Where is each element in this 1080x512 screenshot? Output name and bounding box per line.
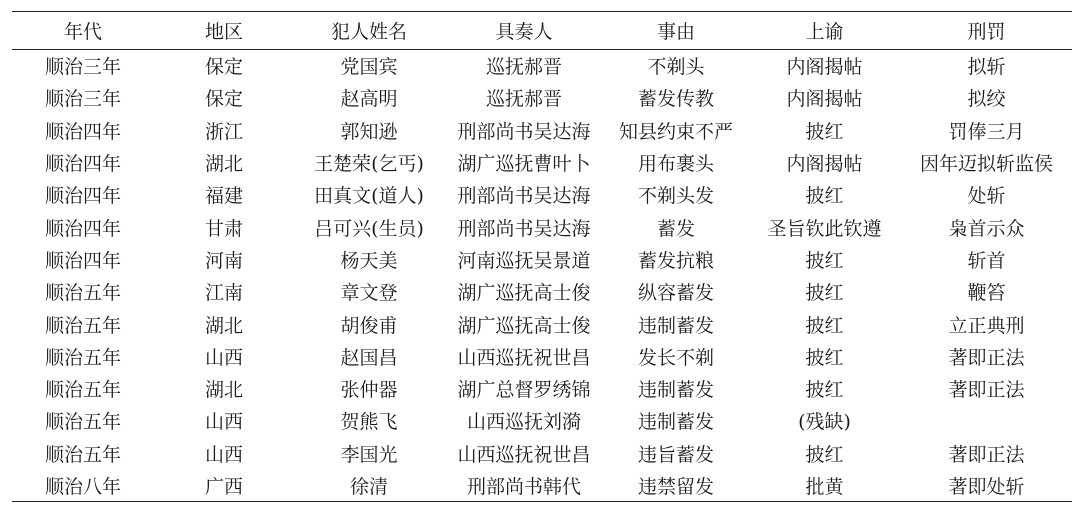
cell-memorialist: 河南巡抚吴景道	[457, 249, 591, 272]
cell-edict: 圣旨钦此钦遵	[767, 217, 882, 240]
cell-year: 顺治四年	[44, 185, 121, 208]
cell-punishment: 立正典刑	[948, 314, 1025, 337]
cell-punishment: 著即正法	[948, 346, 1025, 369]
cell-year: 顺治四年	[44, 153, 121, 176]
cell-year: 顺治四年	[44, 249, 121, 272]
cell-region: 山西	[204, 443, 243, 466]
table-row	[12, 437, 1072, 469]
cell-year: 顺治五年	[44, 346, 121, 369]
table-header-row	[12, 12, 1072, 50]
cell-cause: 违禁留发	[637, 475, 714, 498]
cell-year: 顺治五年	[44, 282, 121, 305]
cell-region: 广西	[204, 475, 243, 498]
cell-region: 河南	[204, 249, 243, 272]
cell-edict: 披红	[805, 120, 844, 143]
table-row	[12, 50, 1072, 82]
cell-memorialist: 湖广巡抚高士俊	[457, 282, 591, 305]
cell-year: 顺治五年	[44, 443, 121, 466]
cell-edict: 披红	[805, 443, 844, 466]
header-edict: 上谕	[805, 21, 844, 43]
cell-cause: 蓄发抗粮	[637, 249, 714, 272]
cell-cause: 知县约束不严	[618, 120, 733, 143]
cell-edict: 披红	[805, 185, 844, 208]
cell-edict: 披红	[805, 314, 844, 337]
cell-memorialist: 湖广巡抚曹叶卜	[457, 153, 591, 176]
table-row	[12, 469, 1072, 501]
cell-edict: 披红	[805, 282, 844, 305]
cell-memorialist: 巡抚郝晋	[485, 56, 562, 79]
header-cause: 事由	[656, 21, 695, 43]
cell-offender-name: 胡俊甫	[340, 314, 398, 337]
cell-offender-name: 杨天美	[340, 249, 398, 272]
table-row	[12, 372, 1072, 404]
table-row	[12, 308, 1072, 340]
cell-punishment	[901, 405, 1072, 437]
cell-region: 保定	[204, 88, 243, 111]
cell-offender-name: 田真文(道人)	[314, 185, 424, 208]
cell-memorialist: 湖广总督罗绣锦	[457, 379, 591, 402]
cell-year: 顺治三年	[44, 56, 121, 79]
cell-punishment: 著即处斩	[948, 475, 1025, 498]
cell-cause: 发长不剃	[637, 346, 714, 369]
cell-memorialist: 刑部尚书韩代	[466, 475, 581, 498]
cell-offender-name: 赵高明	[340, 88, 398, 111]
cell-region: 山西	[204, 411, 243, 434]
cell-punishment: 枭首示众	[948, 217, 1025, 240]
cell-punishment: 著即正法	[948, 379, 1025, 402]
cell-year: 顺治八年	[44, 475, 121, 498]
cell-region: 甘肃	[204, 217, 243, 240]
cell-region: 山西	[204, 346, 243, 369]
cell-region: 湖北	[204, 153, 243, 176]
cell-memorialist: 山西巡抚祝世昌	[457, 443, 591, 466]
cell-region: 保定	[204, 56, 243, 79]
cell-punishment: 斩首	[967, 249, 1006, 272]
header-punishment: 刑罚	[967, 21, 1006, 43]
cell-punishment: 鞭笞	[967, 282, 1006, 305]
cell-punishment: 拟绞	[967, 88, 1006, 111]
cell-offender-name: 章文登	[340, 282, 398, 305]
cell-edict: 内阁揭帖	[786, 88, 863, 111]
cell-offender-name: 赵国昌	[340, 346, 398, 369]
cell-cause: 不剃头	[647, 56, 705, 79]
table-row	[12, 211, 1072, 243]
cell-cause: 违制蓄发	[637, 314, 714, 337]
cell-memorialist: 巡抚郝晋	[485, 88, 562, 111]
cell-offender-name: 党国宾	[340, 56, 398, 79]
cell-cause: 违旨蓄发	[637, 443, 714, 466]
cell-edict: 披红	[805, 249, 844, 272]
cell-cause: 纵容蓄发	[637, 282, 714, 305]
cell-memorialist: 刑部尚书吴达海	[457, 217, 591, 240]
cell-year: 顺治三年	[44, 88, 121, 111]
cell-cause: 蓄发	[656, 217, 695, 240]
cell-year: 顺治四年	[44, 217, 121, 240]
cell-offender-name: 李国光	[340, 443, 398, 466]
cell-cause: 用布裹头	[637, 153, 714, 176]
header-year: 年代	[63, 21, 102, 43]
cell-cause: 违制蓄发	[637, 411, 714, 434]
table-row	[12, 146, 1072, 178]
cell-cause: 不剃头发	[637, 185, 714, 208]
cell-region: 福建	[204, 185, 243, 208]
cell-offender-name: 王楚荣(乞丐)	[314, 153, 424, 176]
cell-offender-name: 徐清	[349, 475, 388, 498]
header-region: 地区	[204, 21, 243, 43]
cell-year: 顺治五年	[44, 411, 121, 434]
cell-offender-name: 张仲器	[340, 379, 398, 402]
cell-memorialist: 湖广巡抚高士俊	[457, 314, 591, 337]
cell-punishment: 拟斩	[967, 56, 1006, 79]
cell-memorialist: 山西巡抚刘漪	[466, 411, 581, 434]
cell-year: 顺治五年	[44, 379, 121, 402]
cell-memorialist: 山西巡抚祝世昌	[457, 346, 591, 369]
cell-memorialist: 刑部尚书吴达海	[457, 185, 591, 208]
punishment-records-table	[12, 11, 1072, 502]
table-row	[12, 114, 1072, 146]
table-row	[12, 82, 1072, 114]
cell-punishment: 著即正法	[948, 443, 1025, 466]
header-memorialist: 具奏人	[495, 21, 553, 43]
cell-edict: (残缺)	[798, 411, 851, 434]
table-title-cropped	[470, 0, 630, 6]
table-row	[12, 340, 1072, 372]
cell-offender-name: 吕可兴(生员)	[314, 217, 424, 240]
cell-region: 湖北	[204, 379, 243, 402]
cell-edict: 内阁揭帖	[786, 153, 863, 176]
cell-edict: 披红	[805, 346, 844, 369]
table-row	[12, 243, 1072, 275]
cell-offender-name: 贺熊飞	[340, 411, 398, 434]
cell-punishment: 罚俸三月	[948, 120, 1025, 143]
header-offender-name: 犯人姓名	[330, 21, 407, 43]
cell-region: 浙江	[204, 120, 243, 143]
cell-offender-name: 郭知逊	[340, 120, 398, 143]
cell-cause: 违制蓄发	[637, 379, 714, 402]
table-row	[12, 179, 1072, 211]
cell-year: 顺治五年	[44, 314, 121, 337]
cell-edict: 批黄	[805, 475, 844, 498]
cell-punishment: 处斩	[967, 185, 1006, 208]
table-row	[12, 405, 1072, 437]
cell-region: 江南	[204, 282, 243, 305]
cell-year: 顺治四年	[44, 120, 121, 143]
table-row	[12, 276, 1072, 308]
cell-region: 湖北	[204, 314, 243, 337]
cell-edict: 披红	[805, 379, 844, 402]
cell-memorialist: 刑部尚书吴达海	[457, 120, 591, 143]
cell-edict: 内阁揭帖	[786, 56, 863, 79]
cell-cause: 蓄发传教	[637, 88, 714, 111]
cell-punishment: 因年迈拟斩监侯	[919, 153, 1053, 176]
